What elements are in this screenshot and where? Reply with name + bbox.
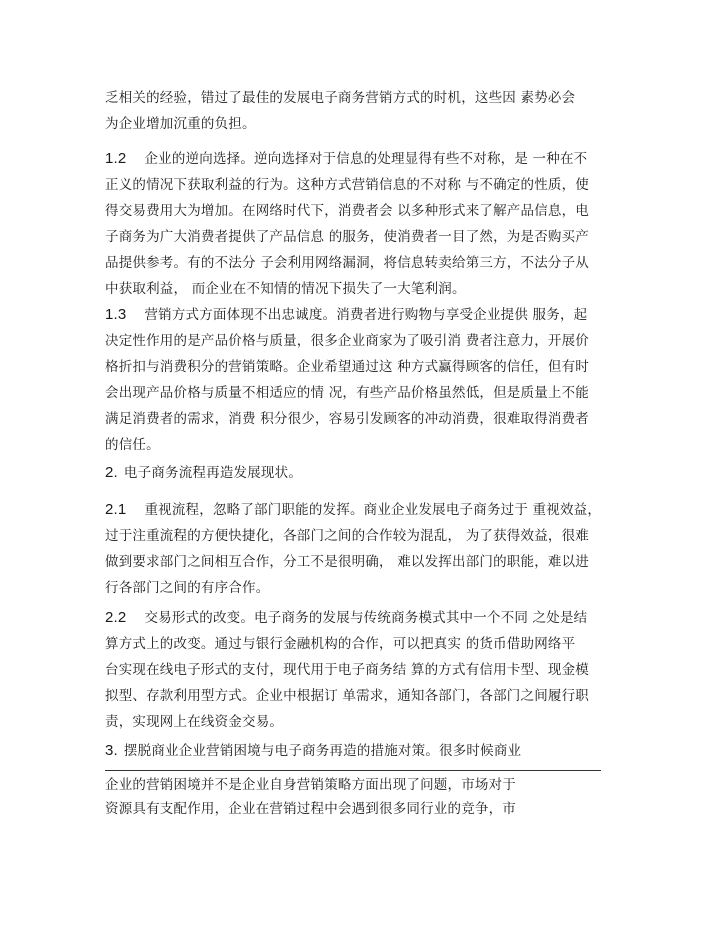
text-line: 为企业增加沉重的负担。 [105,116,256,132]
text-line: 会出现产品价格与质量不相适应的情 况，有些产品价格虽然低，但是质量上不能 [105,385,589,401]
section-number: 1.3 [105,306,127,323]
text-line: 拟型、存款利用型方式。企业中根据订 单需求，通知各部门，各部门之间履行职 [105,688,589,704]
text-line: 格折扣与消费积分的营销策略。企业希望通过这 种方式赢得顾客的信任，但有时 [105,359,589,375]
section-2-2 [105,605,601,735]
text-line: 子商务为广大消费者提供了产品信息 的服务，使消费者一目了然，为是否购买产 [105,229,589,245]
text-line: 交易形式的改变。电子商务的发展与传统商务模式其中一个不同 之处是结 [144,610,588,626]
section-number: 2.2 [105,609,127,626]
text-line: 责，实现网上在线资金交易。 [105,714,284,730]
section-number: 2. [105,464,118,481]
text-line: 满足消费者的需求，消费 积分很少，容易引发顾客的冲动消费，很难取得消费者 [105,411,589,427]
text-line: 企业的营销困境并不是企业自身营销策略方面出现了问题，市场对于 [105,777,516,793]
text-line: 得交易费用大为增加。在网络时代下，消费者会 以多种形式来了解产品信息，电 [105,203,589,219]
continuation-paragraph [105,773,601,821]
section-number: 2.1 [105,501,127,518]
text-line: 重视流程，忽略了部门职能的发挥。商业企业发展电子商务过于 重视效益， [144,502,601,518]
text-line: 正义的情况下获取利益的行为。这种方式营销信息的不对称 与不确定的性质，使 [105,177,589,193]
section-2-heading [105,460,601,486]
text-line: 过于注重流程的方便快捷化，各部门之间的合作较为混乱， 为了获得效益，很难 [105,528,589,544]
section-title: 摆脱商业企业营销困境与电子商务再造的措施对策。很多时候商业 [123,743,522,759]
text-line: 营销方式方面体现不出忠诚度。消费者进行购物与享受企业提供 服务，起 [144,307,588,323]
text-line: 行各部门之间的有序合作。 [105,580,270,596]
section-number: 1.2 [105,150,127,167]
text-line: 决定性作用的是产品价格与质量，很多企业商家为了吸引消 费者注意力，开展价 [105,333,589,349]
text-line: 的信任。 [105,437,160,453]
section-2-1 [105,497,601,601]
section-3-heading [105,738,601,764]
text-line: 做到要求部门之间相互合作，分工不是很明确， 难以发挥出部门的职能，难以进 [105,554,589,570]
text-line: 中获取利益， 而企业在不知情的情况下损失了一大笔利润。 [105,281,466,297]
text-line: 算方式上的改变。通过与银行金融机构的合作，可以把真实 的货币借助网络平 [105,636,576,652]
section-title: 电子商务流程再造发展现状。 [123,465,303,481]
text-line: 资源具有支配作用，企业在营销过程中会遇到很多同行业的竞争，市 [105,801,516,817]
intro-paragraph [105,85,601,137]
text-line: 品提供参考。有的不法分 子会利用网络漏洞，将信息转卖给第三方，不法分子从 [105,255,589,271]
text-line: 乏相关的经验，错过了最佳的发展电子商务营销方式的时机，这些因 素势必会 [105,90,576,106]
section-1-3 [105,302,601,458]
text-line: 企业的逆向选择。逆向选择对于信息的处理显得有些不对称，是 一种在不 [144,151,588,167]
section-1-2 [105,146,601,302]
text-line: 台实现在线电子形式的支付，现代用于电子商务结 算的方式有信用卡型、现金模 [105,662,589,678]
divider [105,770,601,771]
section-number: 3. [105,742,118,759]
